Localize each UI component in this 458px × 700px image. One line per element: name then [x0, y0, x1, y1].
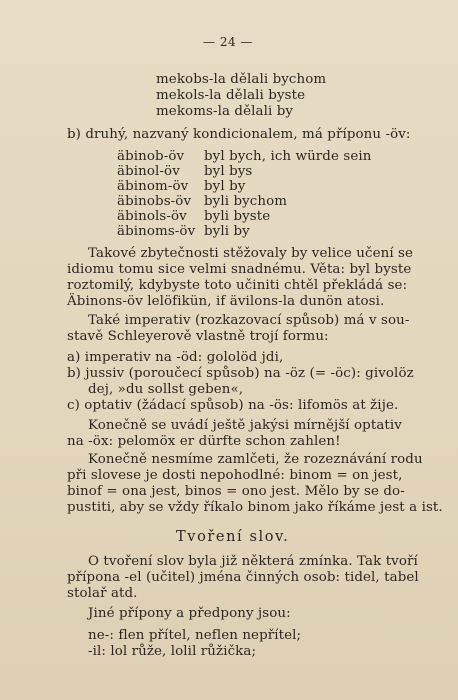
paragraph-line: na -öx: pelomöx er dürfte schon zahlen!	[67, 434, 341, 449]
list-item: a) imperativ na -öd: gololöd jdi,	[67, 350, 284, 365]
paragraph-line: Jiné přípony a předpony jsou:	[88, 606, 291, 621]
conditional-meaning: byli by	[204, 224, 250, 239]
paragraph-line: přípona -el (učitel) jména činných osob: tidel, tabel	[67, 570, 419, 585]
affix-example: ne-: flen přítel, neflen nepřítel;	[88, 628, 302, 643]
conditional-form: äbinobs-öv	[117, 194, 192, 209]
conditional-meaning: byli bychom	[204, 194, 288, 209]
paragraph-line: pustiti, aby se vždy říkalo binom jako říkáme jest a ist.	[67, 500, 443, 515]
section-heading: Tvoření slov.	[176, 529, 290, 545]
conditional-intro-row: mekols-la dělali byste	[156, 88, 306, 103]
conditional-form: äbinol-öv	[117, 164, 180, 179]
section-b-heading: b) druhý, nazvaný kondicionalem, má příponu -öv:	[67, 127, 411, 142]
conditional-form: äbinoms-öv	[117, 224, 196, 239]
paragraph-line: Konečně nesmíme zamlčeti, že rozeznávání rodu	[88, 452, 423, 467]
affix-example: -il: lol růže, lolil růžička;	[88, 644, 257, 659]
conditional-form: äbinob-öv	[117, 149, 185, 164]
paragraph-line: při slovese je dosti nepohodlné: binom = on jest,	[67, 468, 403, 483]
conditional-form: äbinols-öv	[117, 209, 187, 224]
conditional-meaning: byl bych, ich würde sein	[204, 149, 372, 164]
conditional-intro-row: mekoms-la dělali by	[156, 104, 294, 119]
paragraph-line: Konečně se uvádí ještě jakýsi mírnější optativ	[88, 418, 402, 433]
paragraph-line: stolař atd.	[67, 586, 138, 601]
paragraph-line: O tvoření slov byla již některá zmínka. Tak tvoří	[88, 554, 418, 569]
page-number: — 24 —	[203, 35, 253, 49]
paragraph-line: stavě Schleyerově vlastně trojí formu:	[67, 329, 329, 344]
paragraph-line: binof = ona jest, binos = ono jest. Mělo by se do-	[67, 484, 405, 499]
paragraph-line: Äbinons-öv lelöfikün, if ävilons-la dunön atosi.	[67, 294, 385, 309]
paragraph-line: roztomilý, kdybyste toto učiniti chtěl překládá se:	[67, 278, 408, 293]
conditional-form: äbinom-öv	[117, 179, 189, 194]
paragraph-line: Také imperativ (rozkazovací spůsob) má v sou-	[88, 313, 410, 328]
conditional-meaning: byl bys	[204, 164, 253, 179]
list-item-continuation: dej, »du sollst geben«,	[88, 382, 244, 397]
paragraph-line: Takové zbytečnosti stěžovaly by velice učení se	[88, 246, 414, 261]
conditional-meaning: byl by	[204, 179, 246, 194]
conditional-meaning: byli byste	[204, 209, 271, 224]
paragraph-line: idiomu tomu sice velmi snadnému. Věta: byl byste	[67, 262, 412, 277]
list-item: b) jussiv (poroučecí spůsob) na -öz (= -öc): givolöz	[67, 366, 414, 381]
conditional-intro-row: mekobs-la dělali bychom	[156, 72, 327, 87]
list-item: c) optativ (žádací spůsob) na -ös: lifomös at žije.	[67, 398, 399, 413]
